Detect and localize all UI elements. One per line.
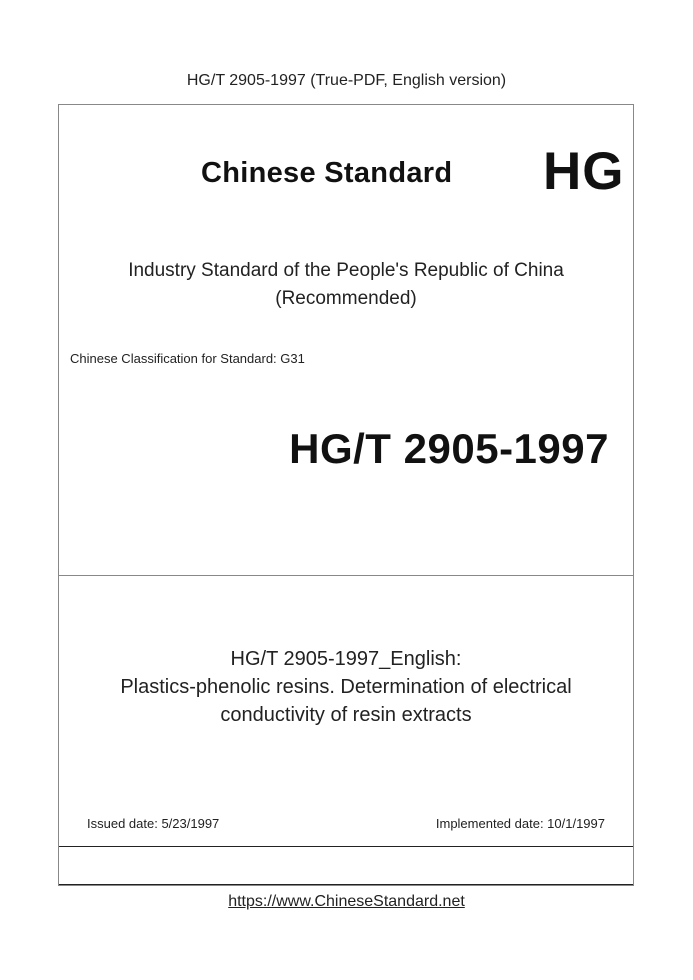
document-title-line-1: HG/T 2905-1997_English: bbox=[230, 648, 462, 670]
issued-date: Issued date: 5/23/1997 bbox=[87, 816, 220, 831]
document-title-line-2: Plastics-phenolic resins. Determination of electrical bbox=[120, 676, 572, 698]
cover-subtitle: Industry Standard of the People's Republic of China bbox=[128, 260, 564, 281]
website-link[interactable]: https://www.ChineseStandard.net bbox=[228, 893, 465, 910]
document-header: HG/T 2905-1997 (True-PDF, English version) bbox=[186, 72, 507, 89]
classification-label: Chinese Classification for Standard: G31 bbox=[70, 351, 305, 366]
document-title-line-3: conductivity of resin extracts bbox=[220, 704, 472, 726]
standard-mark: HG bbox=[543, 142, 625, 201]
cover-top-section bbox=[59, 105, 633, 576]
cover-bottom-bar bbox=[59, 846, 633, 885]
standard-number: HG/T 2905-1997 bbox=[289, 425, 609, 472]
cover-subtitle-recommended: (Recommended) bbox=[275, 288, 417, 309]
cover-title: Chinese Standard bbox=[201, 157, 453, 189]
implemented-date: Implemented date: 10/1/1997 bbox=[435, 816, 605, 831]
cover-document-section bbox=[59, 576, 633, 846]
cover-frame bbox=[58, 104, 634, 886]
